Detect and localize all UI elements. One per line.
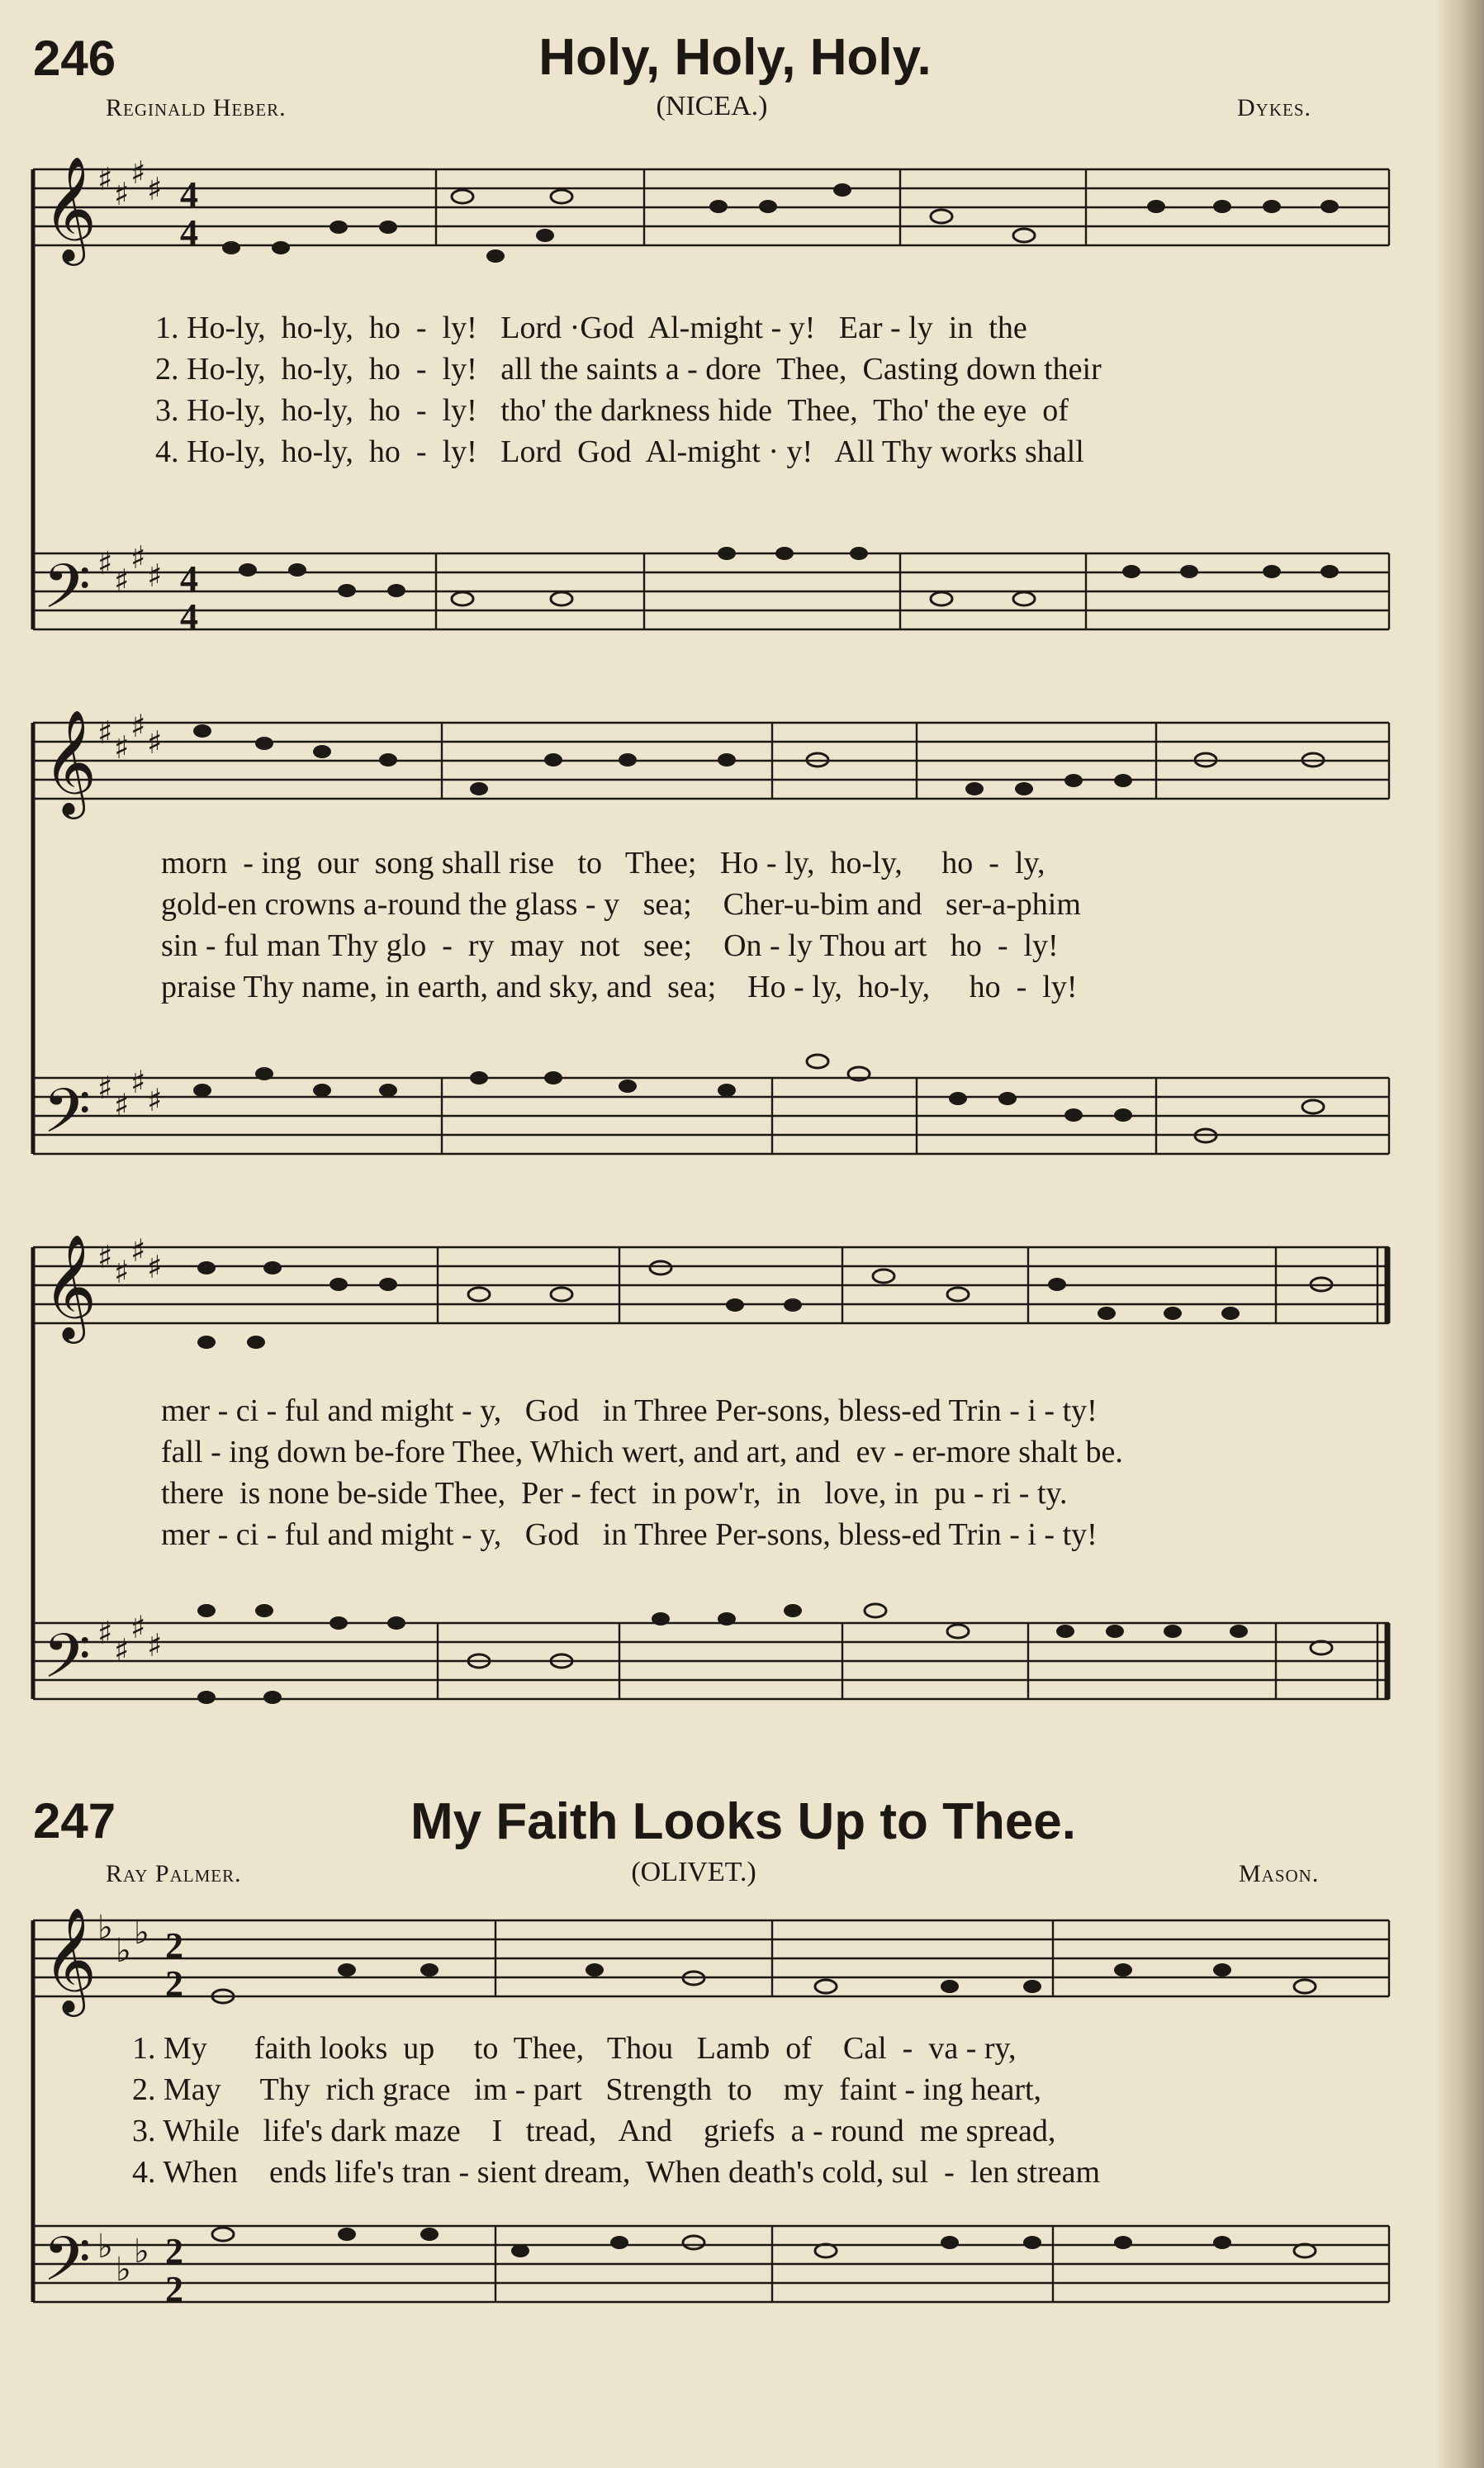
music-system-4: [0, 1887, 1484, 2317]
svg-text:♯: ♯: [97, 161, 113, 197]
hymn-number: 247: [33, 1793, 116, 1849]
tune-name: (NICEA.): [656, 91, 768, 121]
hymn-number: 246: [33, 31, 116, 86]
lyric-line: fall - ing down be-fore Thee, Which wert, and art, and ev - er-more shalt be.: [161, 1435, 1123, 1469]
svg-text:𝄞: 𝄞: [43, 1906, 97, 2012]
lyricist-credit: Reginald Heber.: [106, 94, 287, 121]
lyricist-credit: Ray Palmer.: [106, 1860, 242, 1887]
lyric-line: 2. Ho-ly, ho-ly, ho - ly! all the saints a - dore Thee, Casting down their: [155, 352, 1102, 387]
svg-text:♯: ♯: [97, 1239, 113, 1275]
svg-text:4: 4: [180, 174, 198, 215]
lyric-line: mer - ci - ful and might - y, God in Three Per-sons, bless-ed Trin - i - ty!: [161, 1517, 1098, 1552]
svg-text:♯: ♯: [130, 539, 146, 576]
svg-text:♯: ♯: [114, 1632, 130, 1668]
hymn-title: Holy, Holy, Holy.: [538, 29, 932, 86]
svg-text:4: 4: [180, 596, 198, 636]
hymn-title: My Faith Looks Up to Thee.: [410, 1793, 1077, 1850]
svg-text:♯: ♯: [114, 729, 130, 766]
svg-text:♯: ♯: [147, 724, 163, 761]
lyric-line: 2. May Thy rich grace im - part Strength to my faint - ing heart,: [132, 2072, 1042, 2107]
svg-text:𝄢: 𝄢: [43, 551, 91, 636]
lyric-line: mer - ci - ful and might - y, God in Three Per-sons, bless-ed Trin - i - ty!: [161, 1393, 1098, 1428]
music-system-1: [0, 124, 1484, 636]
svg-text:♯: ♯: [130, 1609, 146, 1645]
verse-lyrics-block-3: [161, 1390, 1123, 1555]
lyric-line: 3. Ho-ly, ho-ly, ho - ly! tho' the darkness hide Thee, Tho' the eye of: [155, 393, 1069, 428]
svg-text:♯: ♯: [114, 1254, 130, 1290]
svg-text:♭: ♭: [97, 1909, 113, 1947]
svg-text:♯: ♯: [130, 1232, 146, 1269]
music-system-3: [0, 1202, 1484, 1730]
svg-text:𝄞: 𝄞: [43, 155, 97, 261]
svg-text:4: 4: [180, 558, 198, 599]
svg-text:♯: ♯: [114, 176, 130, 212]
svg-text:2: 2: [165, 2269, 183, 2309]
svg-text:♯: ♯: [147, 1082, 163, 1118]
svg-text:♯: ♯: [97, 714, 113, 751]
music-system-2: [0, 677, 1484, 1189]
svg-text:♯: ♯: [97, 1615, 113, 1651]
svg-text:♭: ♭: [97, 2228, 113, 2266]
svg-text:𝄢: 𝄢: [43, 1621, 91, 1707]
svg-text:♯: ♯: [130, 708, 146, 744]
lyric-line: 4. When ends life's tran - sient dream, When death's cold, sul - len stream: [132, 2155, 1101, 2190]
svg-text:♭: ♭: [116, 1932, 131, 1970]
verse-lyrics-block-2: [161, 842, 1081, 1008]
svg-text:𝄞: 𝄞: [43, 1233, 97, 1339]
svg-text:𝄞: 𝄞: [43, 709, 97, 814]
lyric-line: 1. Ho-ly, ho-ly, ho - ly! Lord ·God Al-might - y! Ear - ly in the: [155, 311, 1027, 345]
verse-lyrics-block-4: [132, 2028, 1100, 2193]
svg-text:♯: ♯: [147, 171, 163, 207]
svg-text:𝄢: 𝄢: [43, 1075, 91, 1162]
svg-text:♭: ♭: [134, 1914, 149, 1952]
lyric-line: 1. My faith looks up to Thee, Thou Lamb of Cal - va - ry,: [132, 2031, 1017, 2066]
svg-text:2: 2: [165, 1963, 183, 2004]
svg-text:♯: ♯: [97, 1070, 113, 1106]
tune-name: (OLIVET.): [631, 1857, 756, 1887]
svg-text:♯: ♯: [130, 1064, 146, 1100]
lyric-line: there is none be-side Thee, Per - fect in pow'r, in love, in pu - ri - ty.: [161, 1476, 1068, 1511]
svg-text:♭: ♭: [116, 2251, 131, 2289]
lyric-line: sin - ful man Thy glo - ry may not see; On - ly Thou art ho - ly!: [161, 928, 1059, 963]
composer-credit: Dykes.: [1237, 94, 1312, 121]
svg-text:♯: ♯: [147, 1249, 163, 1285]
svg-text:𝄢: 𝄢: [43, 2224, 91, 2310]
svg-text:♯: ♯: [147, 558, 163, 594]
svg-text:♯: ♯: [114, 562, 130, 599]
lyric-line: 4. Ho-ly, ho-ly, ho - ly! Lord God Al-might · y! All Thy works shall: [155, 434, 1084, 469]
lyric-line: praise Thy name, in earth, and sky, and sea; Ho - ly, ho-ly, ho - ly!: [161, 970, 1078, 1004]
lyric-line: gold-en crowns a-round the glass - y sea; Cher-u-bim and ser-a-phim: [161, 887, 1081, 922]
svg-text:♭: ♭: [134, 2233, 149, 2271]
svg-text:2: 2: [165, 1925, 183, 1966]
svg-text:2: 2: [165, 2231, 183, 2271]
lyric-line: morn - ing our song shall rise to Thee; Ho - ly, ho-ly, ho - ly,: [161, 846, 1045, 880]
svg-text:♯: ♯: [114, 1087, 130, 1123]
composer-credit: Mason.: [1239, 1860, 1320, 1887]
lyric-line: 3. While life's dark maze I tread, And griefs a - round me spread,: [132, 2114, 1056, 2148]
svg-text:♯: ♯: [97, 545, 113, 581]
svg-text:4: 4: [180, 212, 198, 253]
svg-text:♯: ♯: [130, 154, 146, 191]
svg-text:♯: ♯: [147, 1627, 163, 1664]
verse-lyrics-block-1: [155, 307, 1102, 472]
